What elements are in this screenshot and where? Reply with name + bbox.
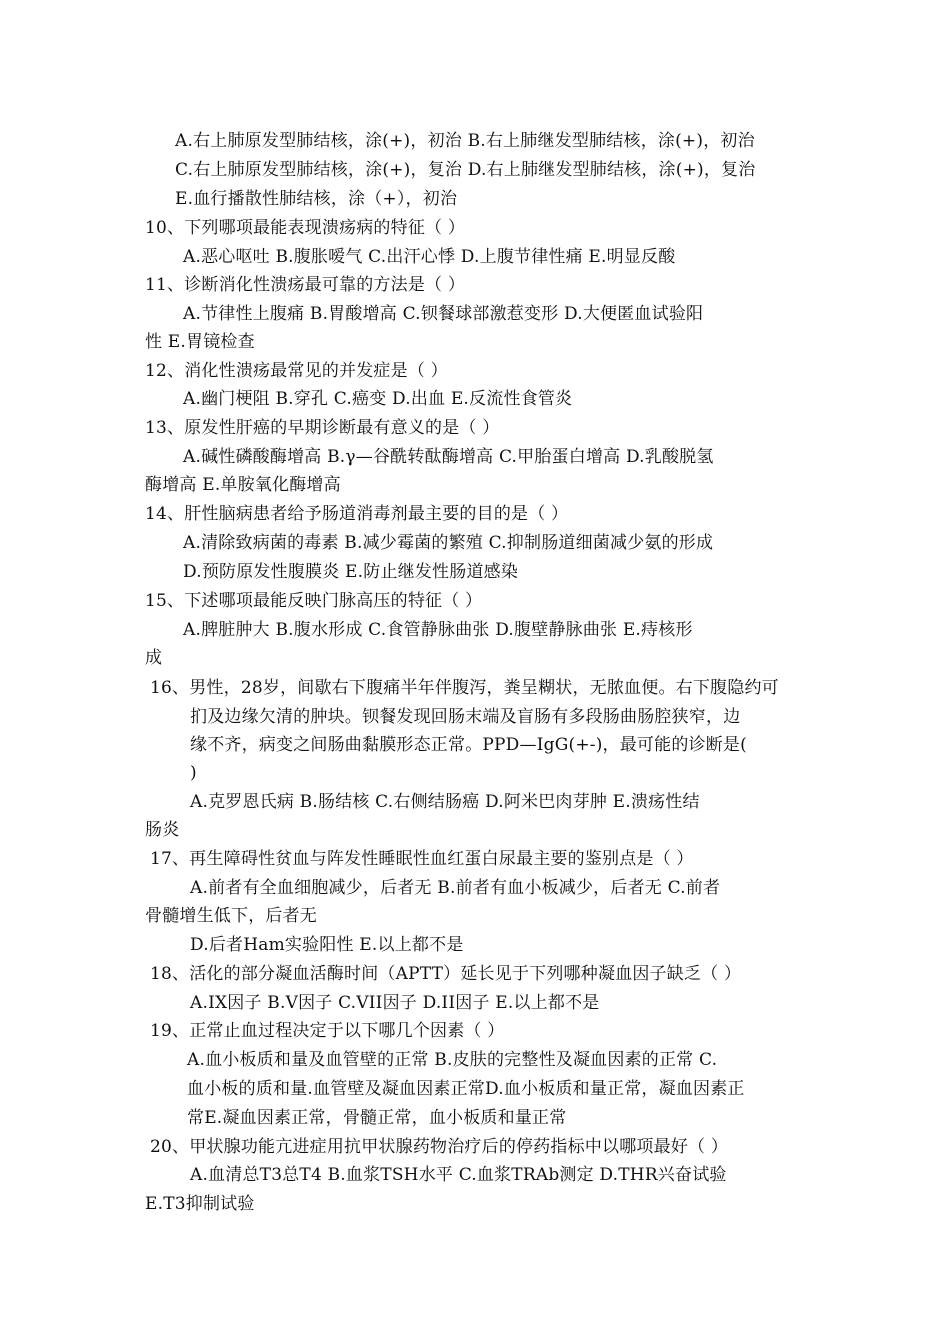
q11-options-cont: 性 E.胃镜检查: [145, 332, 255, 352]
q11-options: A.节律性上腹痛 B.胃酸增高 C.钡餐球部激惹变形 D.大便匿血试验阳: [183, 304, 704, 324]
q12-question: 12、消化性溃疡最常见的并发症是（ ）: [145, 361, 448, 381]
q20-options: A.血清总T3总T4 B.血浆TSH水平 C.血浆TRAb测定 D.THR兴奋试验: [190, 1165, 727, 1185]
q13-options-cont: 酶增高 E.单胺氧化酶增高: [145, 475, 341, 495]
q12-options: A.幽门梗阻 B.穿孔 C.癌变 D.出血 E.反流性食管炎: [183, 389, 573, 409]
q16-options-cont: 肠炎: [145, 820, 180, 840]
q16-question-cont-3: ): [190, 763, 197, 783]
q15-options: A.脾脏肿大 B.腹水形成 C.食管静脉曲张 D.腹壁静脉曲张 E.痔核形: [183, 620, 693, 640]
q18-options: A.IX因子 B.V因子 C.VII因子 D.II因子 E.以上都不是: [190, 993, 600, 1013]
q17-question: 17、再生障碍性贫血与阵发性睡眠性血红蛋白尿最主要的鉴别点是（ ）: [150, 849, 694, 869]
q16-options: A.克罗恩氏病 B.肠结核 C.右侧结肠癌 D.阿米巴肉芽肿 E.溃疡性结: [190, 792, 700, 812]
q19-options: A.血小板质和量及血管壁的正常 B.皮肤的完整性及凝血因素的正常 C.: [187, 1050, 718, 1070]
q10-question: 10、下列哪项最能表现溃疡病的特征（ ）: [145, 218, 466, 238]
q16-question-cont-1: 扪及边缘欠清的肿块。钡餐发现回肠末端及盲肠有多段肠曲肠腔狭窄，边: [190, 707, 741, 727]
q15-question: 15、下述哪项最能反映门脉高压的特征（ ）: [145, 591, 483, 611]
q20-question: 20、甲状腺功能亢进症用抗甲状腺药物治疗后的停药指标中以哪项最好（ ）: [150, 1137, 729, 1157]
q14-options-cont: D.预防原发性腹膜炎 E.防止继发性肠道感染: [183, 562, 519, 582]
q10-options: A.恶心呕吐 B.腹胀嗳气 C.出汗心悸 D.上腹节律性痛 E.明显反酸: [183, 247, 676, 267]
q16-question-cont-2: 缘不齐，病变之间肠曲黏膜形态正常。PPD—IgG(+-)，最可能的诊断是(: [190, 735, 747, 755]
q11-question: 11、诊断消化性溃疡最可靠的方法是（ ）: [145, 275, 466, 295]
q19-question: 19、正常止血过程决定于以下哪几个因素（ ）: [150, 1021, 505, 1041]
q14-question: 14、肝性脑病患者给予肠道消毒剂最主要的目的是（ ）: [145, 504, 569, 524]
q13-options: A.碱性磷酸酶增高 B.γ—谷酰转酞酶增高 C.甲胎蛋白增高 D.乳酸脱氢: [183, 447, 714, 467]
q14-options: A.清除致病菌的毒素 B.减少霉菌的繁殖 C.抑制肠道细菌减少氨的形成: [183, 533, 714, 553]
q17-options: A.前者有全血细胞减少，后者无 B.前者有血小板减少，后者无 C.前者: [190, 878, 721, 898]
q20-options-cont: E.T3抑制试验: [145, 1194, 255, 1214]
q16-question: 16、男性，28岁，间歇右下腹痛半年伴腹泻，粪呈糊状，无脓血便。右下腹隐约可: [150, 678, 779, 698]
q17-options-cont: 骨髓增生低下，后者无: [145, 906, 317, 926]
q15-options-cont: 成: [145, 648, 163, 668]
q19-options-cont-1: 血小板的质和量.血管壁及凝血因素正常D.血小板质和量正常，凝血因素正: [187, 1079, 745, 1099]
q9-option-e: E.血行播散性肺结核，涂（+），初治: [175, 189, 458, 209]
q19-options-cont-2: 常E.凝血因素正常，骨髓正常，血小板质和量正常: [187, 1108, 567, 1128]
q13-question: 13、原发性肝癌的早期诊断最有意义的是（ ）: [145, 418, 500, 438]
q9-options-cd: C.右上肺原发型肺结核，涂(+)，复治 D.右上肺继发型肺结核，涂(+)，复治: [175, 160, 756, 180]
q18-question: 18、活化的部分凝血活酶时间（APTT）延长见于下列哪种凝血因子缺乏（ ）: [150, 964, 742, 984]
q17-options-de: D.后者Ham实验阳性 E.以上都不是: [190, 935, 464, 955]
q9-options-ab: A.右上肺原发型肺结核，涂(+)，初治 B.右上肺继发型肺结核，涂(+)，初治: [175, 131, 755, 151]
